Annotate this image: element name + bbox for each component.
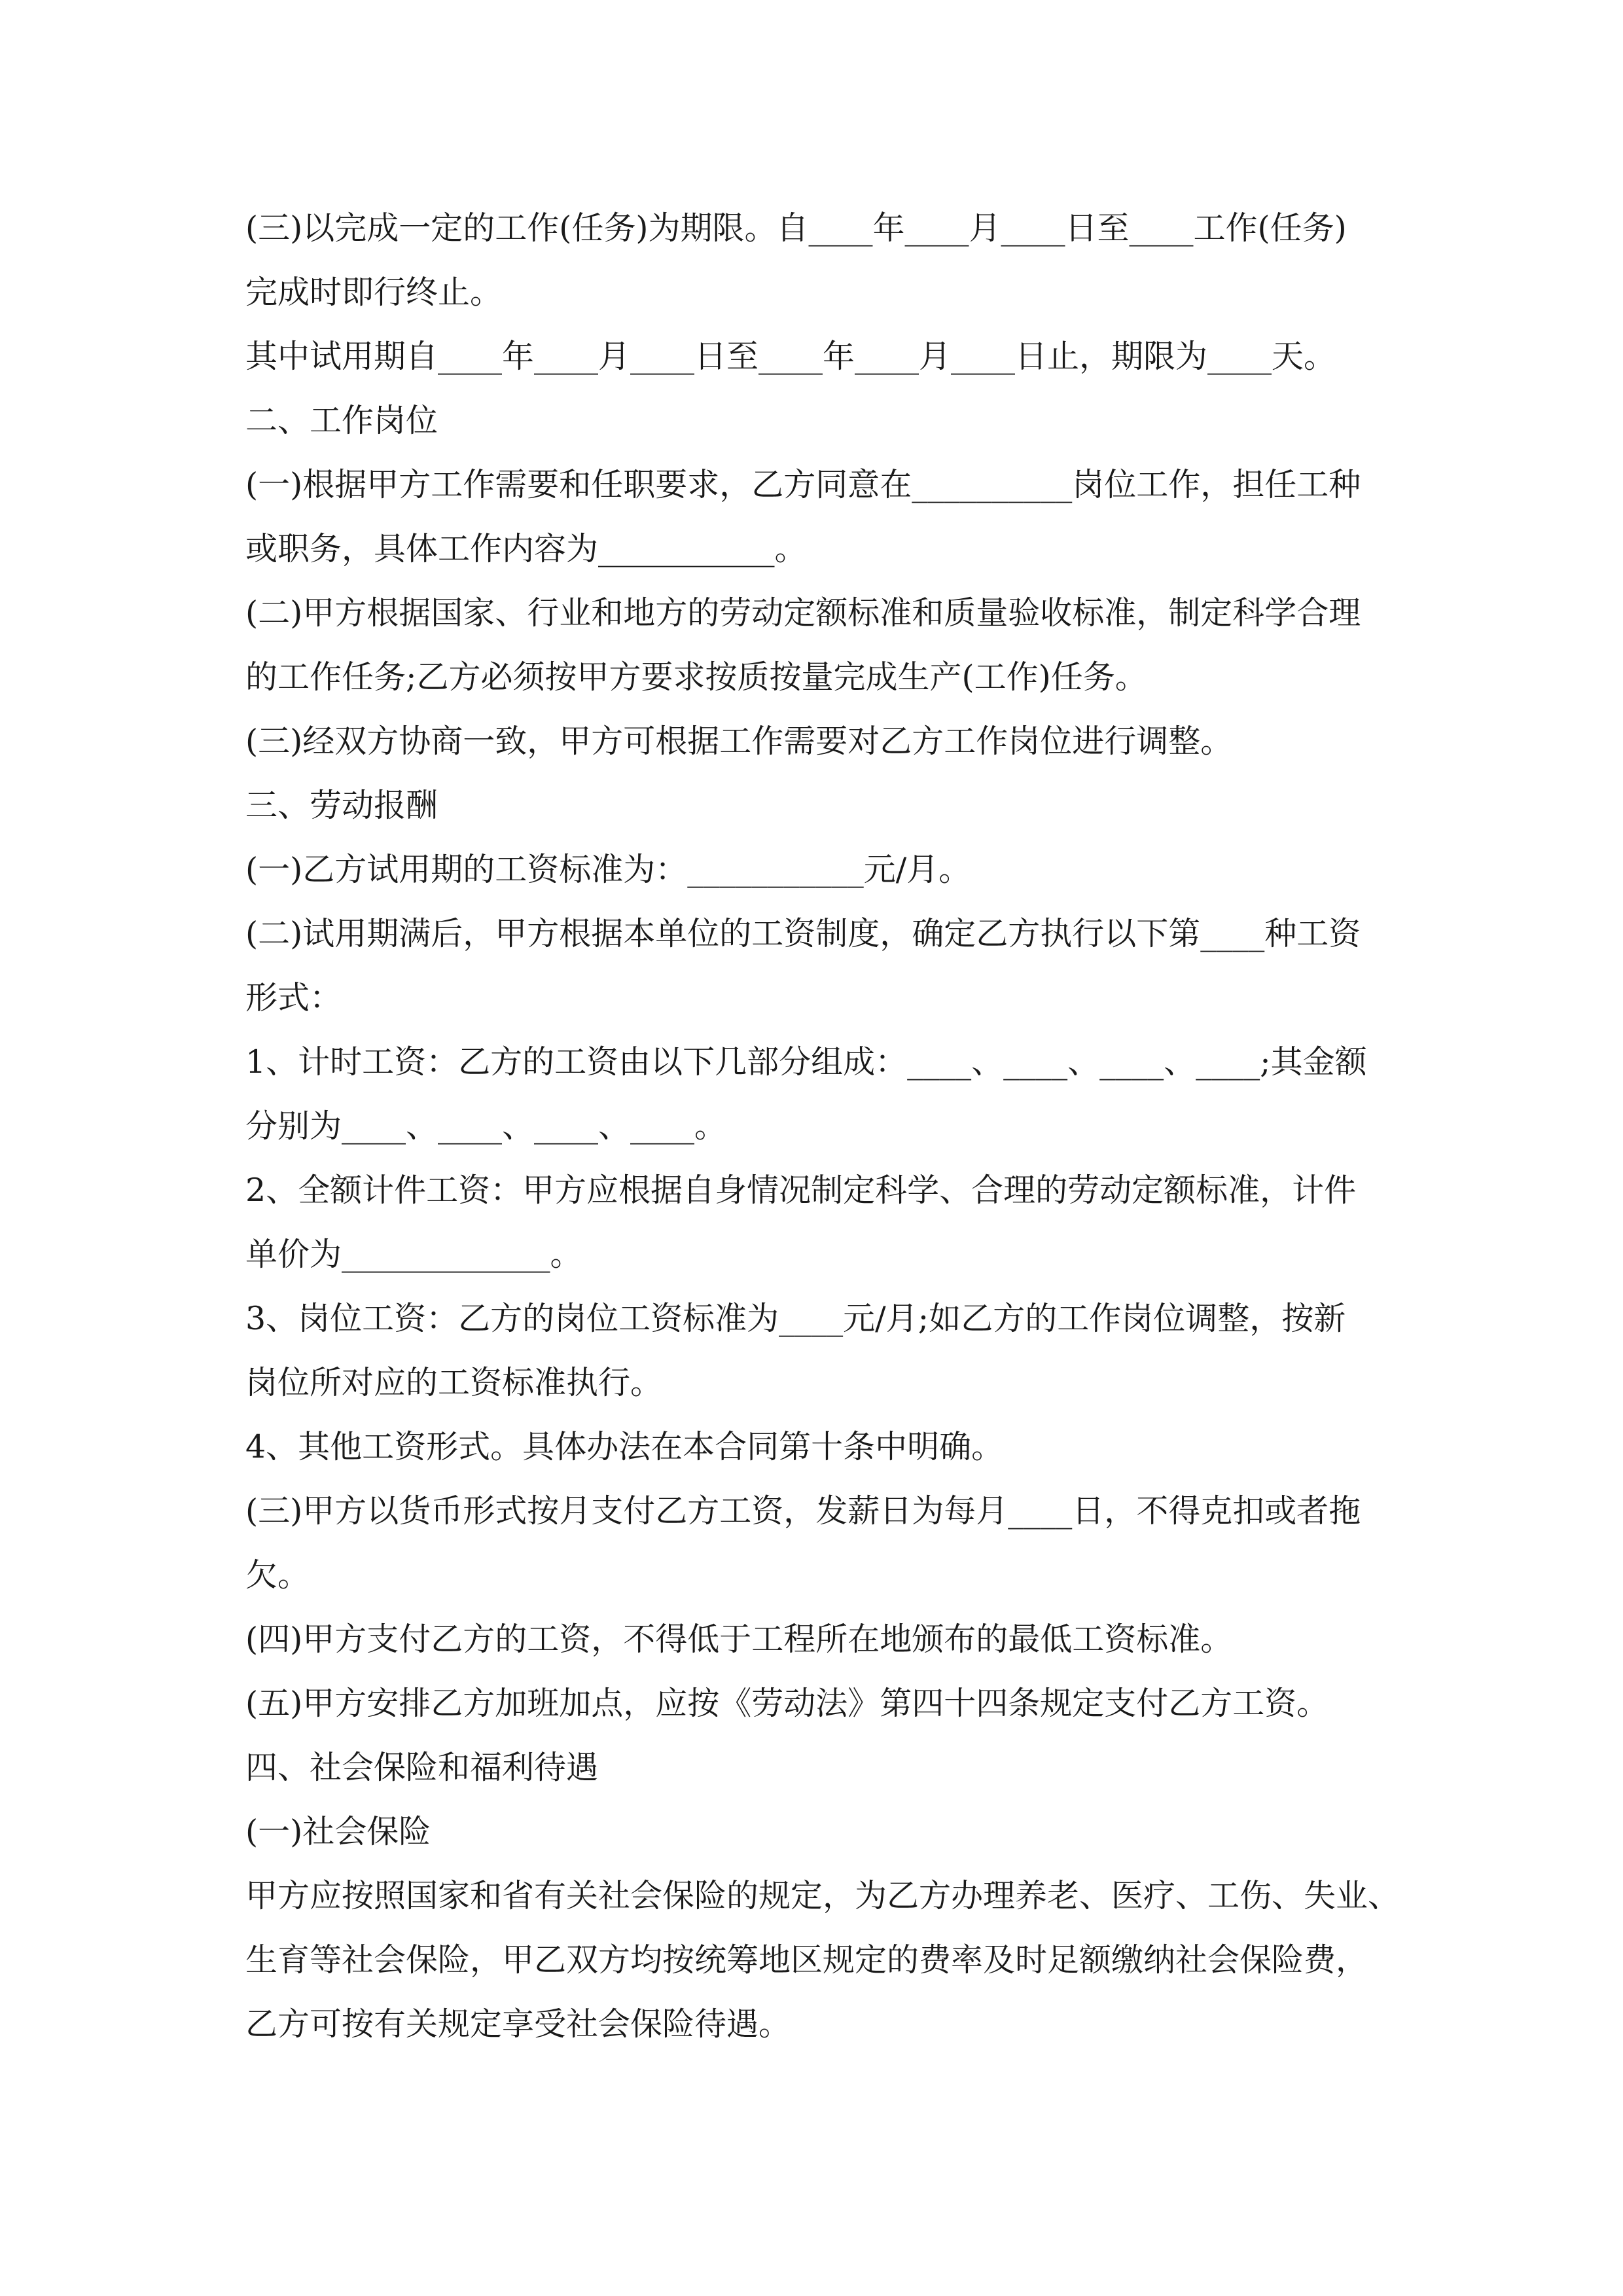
text-line: 4、其他工资形式。具体办法在本合同第十条中明确。 [245, 1428, 1004, 1465]
text-line: (一)根据甲方工作需要和任职要求，乙方同意在__________岗位工作，担任工种 [245, 466, 1361, 503]
text-line: 生育等社会保险，甲乙双方均按统筹地区规定的费率及时足额缴纳社会保险费， [245, 1941, 1368, 1979]
text-line: 欠。 [245, 1556, 310, 1594]
text-line: (一)乙方试用期的工资标准为：___________元/月。 [245, 851, 971, 888]
text-line: (二)试用期满后，甲方根据本单位的工资制度，确定乙方执行以下第____种工资 [245, 915, 1361, 952]
text-line: 单价为_____________。 [245, 1236, 582, 1273]
text-line: 的工作任务;乙方必须按甲方要求按质按量完成生产(工作)任务。 [245, 658, 1147, 696]
text-line: 3、岗位工资：乙方的岗位工资标准为____元/月;如乙方的工作岗位调整，按新 [245, 1300, 1346, 1337]
text-line: (三)甲方以货币形式按月支付乙方工资，发薪日为每月____日，不得克扣或者拖 [245, 1492, 1361, 1530]
text-line: 或职务，具体工作内容为___________。 [245, 530, 807, 567]
text-line: (二)甲方根据国家、行业和地方的劳动定额标准和质量验收标准，制定科学合理 [245, 594, 1361, 632]
section-heading: 三、劳动报酬 [245, 787, 438, 824]
text-line: 甲方应按照国家和省有关社会保险的规定，为乙方办理养老、医疗、工伤、失业、 [245, 1877, 1400, 1914]
text-line: 岗位所对应的工资标准执行。 [245, 1364, 663, 1401]
text-line: (三)经双方协商一致，甲方可根据工作需要对乙方工作岗位进行调整。 [245, 723, 1233, 760]
document-body [245, 196, 1400, 2056]
text-line: 2、全额计件工资：甲方应根据自身情况制定科学、合理的劳动定额标准，计件 [245, 1172, 1357, 1209]
text-line: (五)甲方安排乙方加班加点，应按《劳动法》第四十四条规定支付乙方工资。 [245, 1685, 1329, 1722]
section-heading: 四、社会保险和福利待遇 [245, 1749, 599, 1786]
text-line: 形式： [245, 979, 342, 1016]
text-line: 乙方可按有关规定享受社会保险待遇。 [245, 2005, 791, 2043]
text-line: 1、计时工资：乙方的工资由以下几部分组成：____、____、____、____;其金额 [245, 1043, 1367, 1081]
text-line: 完成时即行终止。 [245, 274, 503, 311]
section-heading: 二、工作岗位 [245, 402, 438, 439]
text-line: (四)甲方支付乙方的工资，不得低于工程所在地颁布的最低工资标准。 [245, 1621, 1233, 1658]
text-line: (三)以完成一定的工作(任务)为期限。自____年____月____日至____工作(任务) [245, 209, 1347, 247]
text-line: (一)社会保险 [245, 1813, 431, 1850]
text-line: 其中试用期自____年____月____日至____年____月____日止，期限为____天。 [245, 338, 1336, 375]
text-line: 分别为____、____、____、____。 [245, 1107, 727, 1145]
